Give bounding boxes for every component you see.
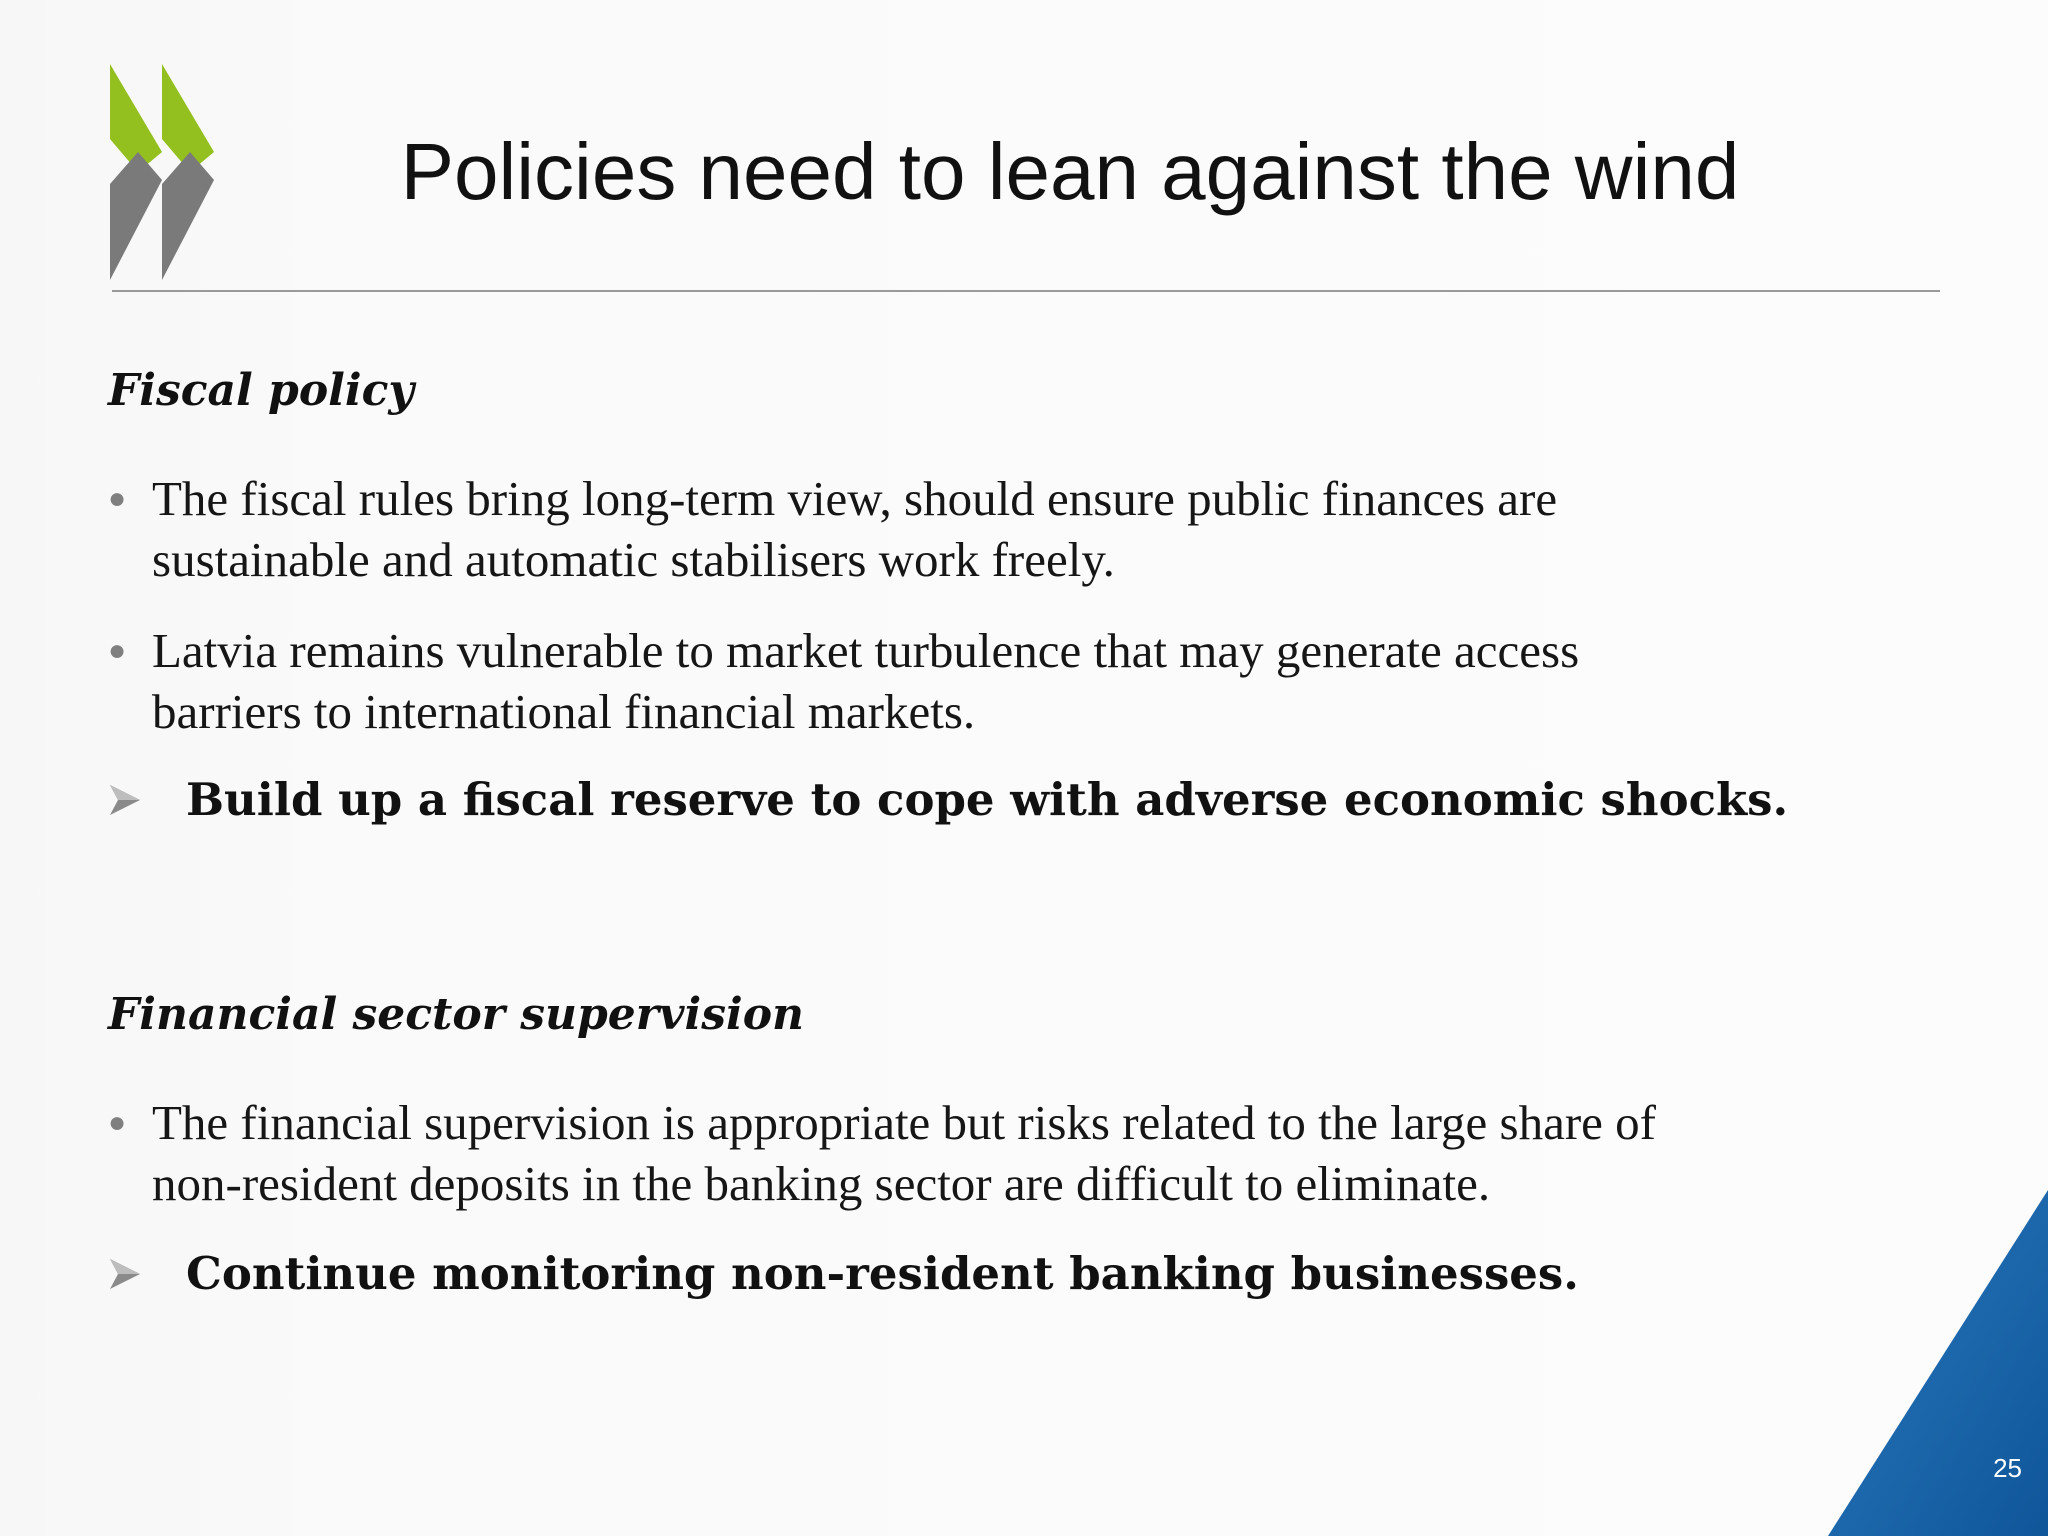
fiscal-bullet-2-line-2: barriers to international financial markets. [152,684,976,739]
logo-left-chevron-grey [110,152,162,280]
slide-title: Policies need to lean against the wind [400,127,1740,216]
fiscal-recommendation [108,772,1948,828]
bullet-dot: ● [108,1106,127,1139]
financial-recommendation-text: Continue monitoring non-resident banking businesses. [186,1247,1579,1300]
page-number: 25 [1993,1453,2022,1483]
financial-recommendation [108,1246,1948,1302]
fiscal-bullet-2 [108,620,1928,742]
corner-triangle-decoration [1828,1190,2048,1536]
oecd-logo [110,64,220,280]
financial-bullet-1-line-2: non-resident deposits in the banking sector are difficult to eliminate. [152,1156,1491,1211]
arrowhead-bullet-icon [108,1250,186,1298]
fiscal-policy-heading: Fiscal policy [108,365,414,416]
fiscal-bullet-2-line-1: Latvia remains vulnerable to market turbulence that may generate access [152,623,1580,678]
arrowhead-bullet-icon [108,776,186,824]
fiscal-bullet-1-line-1: The fiscal rules bring long-term view, should ensure public finances are [152,471,1558,526]
financial-supervision-heading: Financial sector supervision [108,989,805,1040]
bullet-dot: ● [108,482,127,515]
title-divider [112,290,1940,292]
logo-right-chevron-grey [162,152,214,280]
financial-bullet-1 [108,1092,1928,1214]
financial-bullet-1-line-1: The financial supervision is appropriate but risks related to the large share of [152,1095,1656,1150]
fiscal-bullet-1 [108,468,1928,590]
fiscal-recommendation-text: Build up a fiscal reserve to cope with adverse economic shocks. [186,773,1789,826]
bullet-dot: ● [108,634,127,667]
fiscal-bullet-1-line-2: sustainable and automatic stabilisers work freely. [152,532,1115,587]
